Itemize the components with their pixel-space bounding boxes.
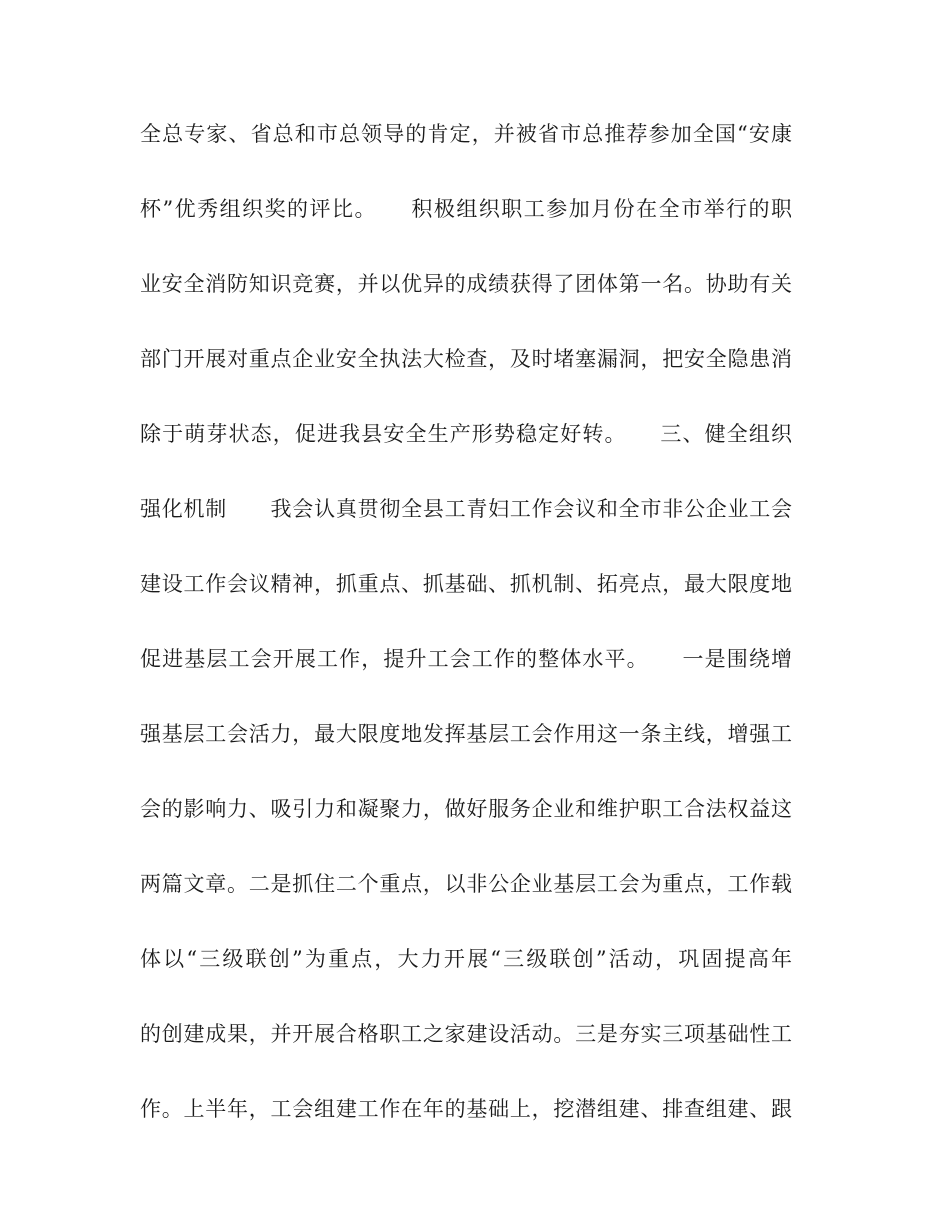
text-line: 作。上半年，工会组建工作在年的基础上，挖潜组建、排查组建、跟 xyxy=(140,1097,792,1121)
body-text xyxy=(140,118,800,1168)
text-line: 会的影响力、吸引力和凝聚力，做好服务企业和维护职工合法权益这 xyxy=(140,797,792,821)
text-line: 除于萌芽状态，促进我县安全生产形势稳定好转。 三、健全组织 xyxy=(140,422,792,446)
text-line: 两篇文章。二是抓住二个重点，以非公企业基层工会为重点，工作载 xyxy=(140,872,792,896)
text-line: 强基层工会活力，最大限度地发挥基层工会作用这一条主线，增强工 xyxy=(140,722,792,746)
text-line: 体以“三级联创”为重点，大力开展“三级联创”活动，巩固提高年 xyxy=(140,947,792,971)
text-line: 业安全消防知识竞赛，并以优异的成绩获得了团体第一名。协助有关 xyxy=(140,272,792,296)
text-line: 强化机制 我会认真贯彻全县工青妇工作会议和全市非公企业工会 xyxy=(140,497,792,521)
text-line: 部门开展对重点企业安全执法大检查，及时堵塞漏洞，把安全隐患消 xyxy=(140,347,792,371)
text-line: 杯”优秀组织奖的评比。 积极组织职工参加月份在全市举行的职 xyxy=(140,197,792,221)
text-line: 促进基层工会开展工作，提升工会工作的整体水平。 一是围绕增 xyxy=(140,647,792,671)
text-line: 的创建成果，并开展合格职工之家建设活动。三是夯实三项基础性工 xyxy=(140,1022,792,1046)
text-line: 建设工作会议精神，抓重点、抓基础、抓机制、拓亮点，最大限度地 xyxy=(140,572,792,596)
text-line: 全总专家、省总和市总领导的肯定，并被省市总推荐参加全国“安康 xyxy=(140,122,792,146)
